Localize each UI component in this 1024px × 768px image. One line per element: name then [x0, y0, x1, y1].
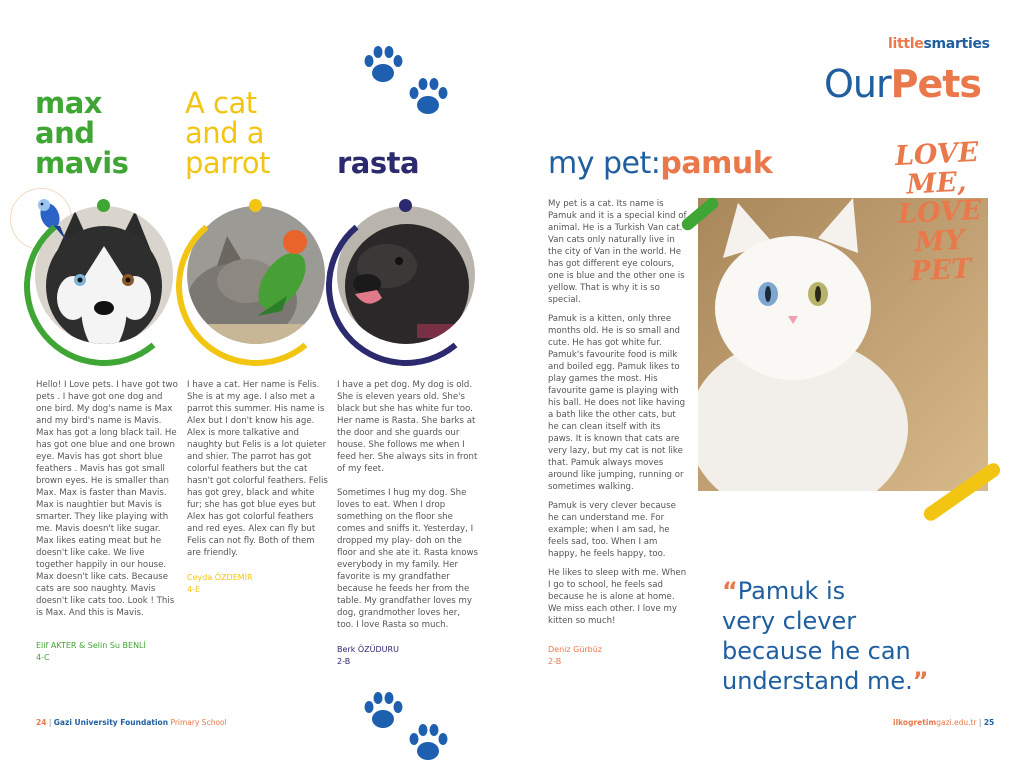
- footer-site: ilkogretim: [893, 718, 937, 727]
- quote-text: understand me.: [722, 667, 913, 695]
- body-text: My pet is a cat. Its name is Pamuk and it is a special kind of animal. He is a Turkish Van cat. Van cats only naturally live in the city of Van in the world. He has got different eye colours, one is blue and the other one is yellow. That is why it is so special.: [548, 199, 687, 305]
- footer-site-domain: gazi.edu.tr: [936, 718, 977, 727]
- author-grade: 4-E: [187, 585, 201, 594]
- title-our: Our: [824, 62, 891, 106]
- author-grade: 4-C: [36, 653, 50, 662]
- author-name: Deniz Gürbüz: [548, 645, 603, 654]
- author-grade: 2-B: [548, 657, 562, 666]
- page-number: 25: [983, 718, 995, 727]
- quote-line: very clever: [722, 607, 857, 635]
- article-title-my-pet-pamuk: [548, 146, 772, 181]
- body-text: Hello! I Love pets. I have got two pets . I have got one dog and one bird. My dog's name is Max and my bird's name is Mavis. Max has got a long black tail. He has got one blue and one brown eye. Mavis has got short blue feathers . Mavis has got small brown eyes. He is smaller than Max. Max is faster than Mavis. Max is naughtier but Mavis is smarter. They like playing with me. Mavis doesn't like sugar. Max likes eating meat but he doesn't like cake. We live together happily in our house. Max doesn't like cats. Because cats are soo naughty. Mavis doesn't like cats too. Look ! This is Max. And this is Mavis.: [36, 380, 178, 618]
- brand-little: little: [888, 36, 924, 52]
- accent-arc: [319, 199, 492, 372]
- title-line: and: [35, 116, 95, 150]
- page-title: [824, 62, 981, 106]
- footer-school: Primary School: [170, 718, 227, 727]
- brand-logo: [888, 36, 990, 52]
- paw-print-icon: [405, 720, 451, 766]
- lettering-line: ME,: [905, 166, 968, 201]
- title-line: max: [35, 86, 102, 120]
- author-name: Berk ÖZÜDURU: [337, 645, 399, 654]
- footer-right: [893, 718, 994, 727]
- lettering-line: PET: [909, 253, 973, 288]
- quote-line: [722, 666, 982, 696]
- article-title-rasta: [337, 148, 419, 178]
- title-bold: pamuk: [660, 146, 773, 181]
- body-text: Sometimes I hug my dog. She loves to eat. When I drop something on the floor she comes and sniffs it. Yesterday, I dropped my play- doh on the floor and she ate it. Rasta knows everybody in my family. Her favorite is my grandfather because he feeds her from the table. My grandfather loves my dog, grandmother loves her, too. I love Rasta so much.: [337, 488, 478, 630]
- lettering-line: LOVE: [894, 136, 980, 173]
- title-line: mavis: [35, 146, 129, 180]
- body-text: He likes to sleep with me. When I go to school, he feels sad because he is alone at home. We miss each other. I love my kitten so much!: [548, 568, 687, 626]
- author-col1: [36, 640, 146, 664]
- pull-quote: [722, 576, 982, 696]
- quote-text: Pamuk is: [737, 577, 846, 605]
- body-text: Pamuk is a kitten, only three months old. He is so small and cute. He has got white fur. Pamuk's favourite food is milk and boiled egg. Pamuk likes to play games the most. His favourite game is playing with his ball. He does not like having a bath like the other cats, but he can clean itself with its paws. It is known that cats are very lazy, but my cat is not like that. Pamuk always moves around like jumping, running or sometimes walking.: [548, 314, 686, 492]
- close-quote: ”: [912, 667, 929, 695]
- article-body-col3: [337, 379, 479, 631]
- footer-left: [36, 718, 227, 727]
- quote-line: [722, 576, 982, 606]
- article-body-col4: [548, 198, 688, 627]
- body-text: I have a pet dog. My dog is old. She is eleven years old. She's black but she has white fur too. Her name is Rasta. She barks at the door and she guards our house. She follows me when I feed her. She always sits in front of my feet.: [337, 380, 478, 474]
- brand-smarties: smarties: [923, 36, 990, 52]
- lettering-line: MY: [914, 224, 965, 259]
- footer-separator: |: [978, 718, 982, 727]
- footer-separator: |: [48, 718, 52, 727]
- article-body-col1: [36, 379, 178, 619]
- page-number: 24: [36, 718, 47, 727]
- paw-print-icon: [405, 74, 451, 120]
- title-line: parrot: [185, 146, 270, 180]
- author-grade: 2-B: [337, 657, 351, 666]
- open-quote: “: [722, 577, 738, 605]
- lettering-line: LOVE: [897, 194, 983, 231]
- title-line: rasta: [337, 146, 420, 180]
- quote-line: because he can: [722, 637, 911, 665]
- author-name: Ceyda ÖZDEMİR: [187, 573, 253, 582]
- author-col3: [337, 644, 399, 668]
- article-title-cat-and-parrot: [185, 88, 270, 178]
- body-text: I have a cat. Her name is Felis. She is at my age. I also met a parrot this summer. His name is Alex but I don't know his age. Alex is more talkative and naughty but Felis is a lot quieter and shier. The parrot has got colorful feathers but the cat hasn't got colorful feathers. Felis has got grey, black and white fur; she has got blue eyes but Alex has got colorful feathers and red eyes. Alex can fly but Felis can not fly. Both of them are friendly.: [187, 380, 328, 558]
- author-col4: [548, 644, 602, 668]
- body-text: Pamuk is very clever because he can understand me. For example; when I am sad, he feels sad, too. When I am happy, he feels happy, too.: [548, 501, 676, 559]
- title-thin: my pet:: [548, 146, 661, 181]
- article-title-max-and-mavis: [35, 88, 128, 178]
- paw-print-icon: [360, 42, 406, 88]
- title-line: A cat: [185, 86, 257, 120]
- author-name: Elif AKTER & Selin Su BENLİ: [36, 641, 146, 650]
- title-pets: Pets: [890, 62, 982, 106]
- author-col2: [187, 572, 253, 596]
- footer-org: Gazi University Foundation: [53, 718, 169, 727]
- title-line: and a: [185, 116, 265, 150]
- paw-print-icon: [360, 688, 406, 734]
- article-body-col2: [187, 379, 329, 559]
- hand-lettering: [894, 138, 981, 287]
- accent-arc: [169, 199, 342, 372]
